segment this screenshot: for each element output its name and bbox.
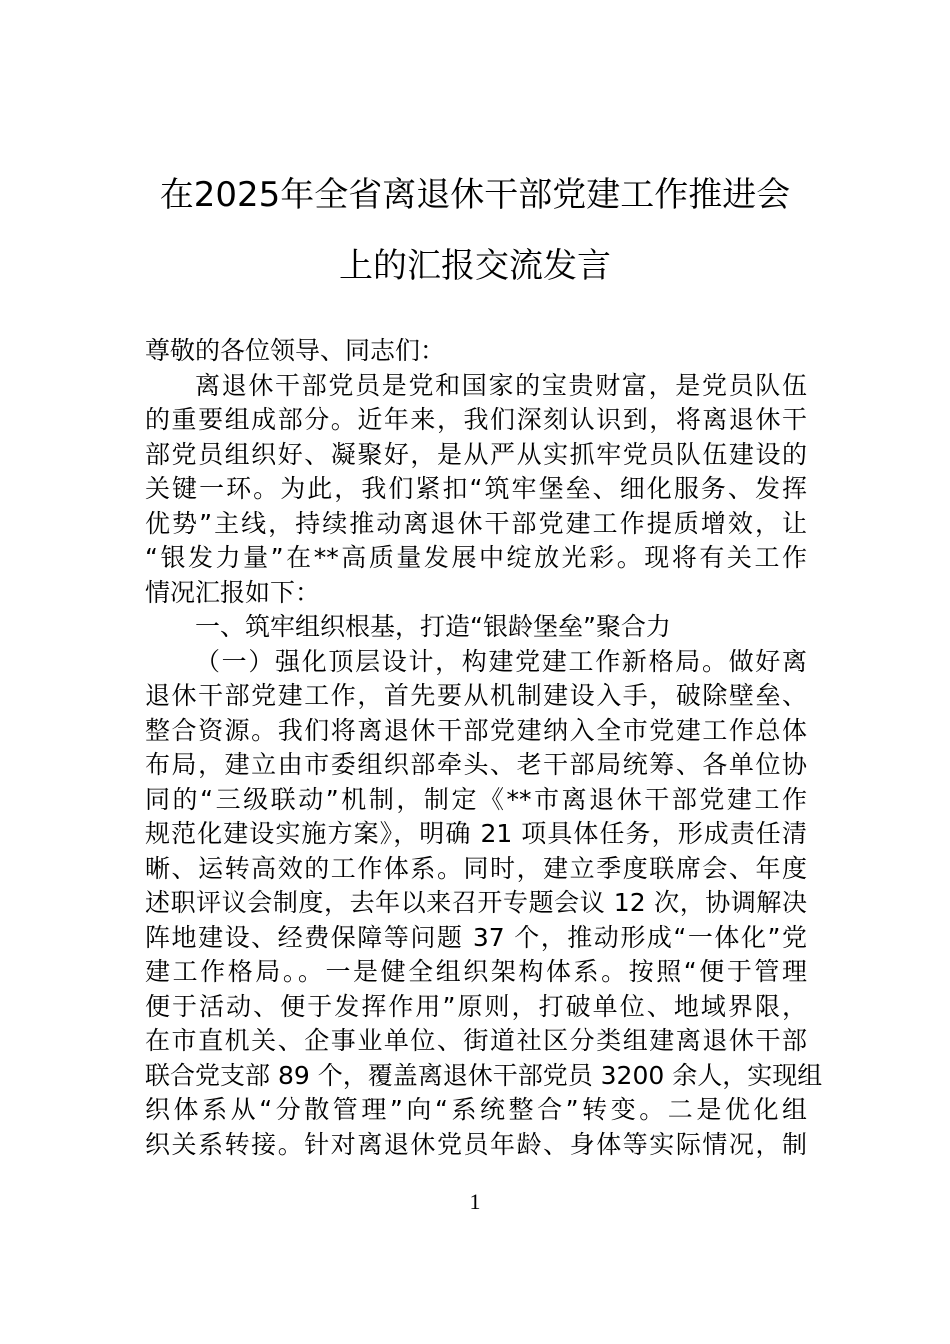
- salutation: 尊敬的各位领导、同志们：: [145, 336, 446, 365]
- paragraph-2-line: 阵地建设、经费保障等问题 37 个，推动形成“一体化”党: [145, 922, 807, 952]
- section-heading-1: 一、筑牢组织根基，打造“银龄堡垒”聚合力: [195, 612, 671, 641]
- paragraph-1-line: 关键一环。为此，我们紧扣“筑牢堡垒、细化服务、发挥: [145, 474, 807, 503]
- paragraph-2-line: 便于活动、便于发挥作用”原则，打破单位、地域界限，: [145, 991, 807, 1021]
- document-title-line-1: 在2025年全省离退休干部党建工作推进会: [159, 175, 791, 215]
- paragraph-1-line: 部党员组织好、凝聚好，是从严从实抓牢党员队伍建设的: [145, 439, 807, 469]
- document-title-line-2: 上的汇报交流发言: [339, 246, 611, 286]
- paragraph-1-line: 的重要组成部分。近年来，我们深刻认识到，将离退休干: [145, 405, 807, 434]
- paragraph-1-line: 情况汇报如下：: [145, 577, 321, 607]
- paragraph-2-line: 织关系转接。针对离退休党员年龄、身体等实际情况，制: [145, 1129, 807, 1159]
- paragraph-2-line: 整合资源。我们将离退休干部党建纳入全市党建工作总体: [145, 715, 807, 745]
- page-number: 1: [469, 1189, 481, 1214]
- paragraph-2-line: 建工作格局。。一是健全组织架构体系。按照“便于管理: [145, 957, 807, 986]
- paragraph-2-line: 联合党支部 89 个，覆盖离退休干部党员 3200 余人，实现组: [145, 1060, 823, 1090]
- paragraph-2-line: 述职评议会制度，去年以来召开专题会议 12 次，协调解决: [145, 888, 807, 917]
- paragraph-1-line: 优势”主线，持续推动离退休干部党建工作提质增效，让: [145, 508, 807, 538]
- paragraph-2-line: 在市直机关、企事业单位、街道社区分类组建离退休干部: [145, 1026, 807, 1055]
- paragraph-1-line: “银发力量”在**高质量发展中绽放光彩。现将有关工作: [145, 543, 807, 572]
- paragraph-2-line: 退休干部党建工作，首先要从机制建设入手，破除壁垒、: [145, 681, 807, 710]
- paragraph-2-line: 布局，建立由市委组织部牵头、老干部局统筹、各单位协: [145, 750, 807, 779]
- paragraph-2-line: 同的“三级联动”机制，制定《**市离退休干部党建工作: [145, 784, 807, 814]
- paragraph-2-line: 晰、运转高效的工作体系。同时，建立季度联席会、年度: [145, 853, 807, 883]
- paragraph-2-line: （一）强化顶层设计，构建党建工作新格局。做好离: [195, 646, 807, 676]
- document-body: [145, 334, 823, 1162]
- paragraph-1-line: 离退休干部党员是党和国家的宝贵财富，是党员队伍: [195, 370, 807, 400]
- paragraph-2-line: 规范化建设实施方案》，明确 21 项具体任务，形成责任清: [145, 819, 807, 848]
- paragraph-2-line: 织体系从“分散管理”向“系统整合”转变。二是优化组: [145, 1095, 807, 1124]
